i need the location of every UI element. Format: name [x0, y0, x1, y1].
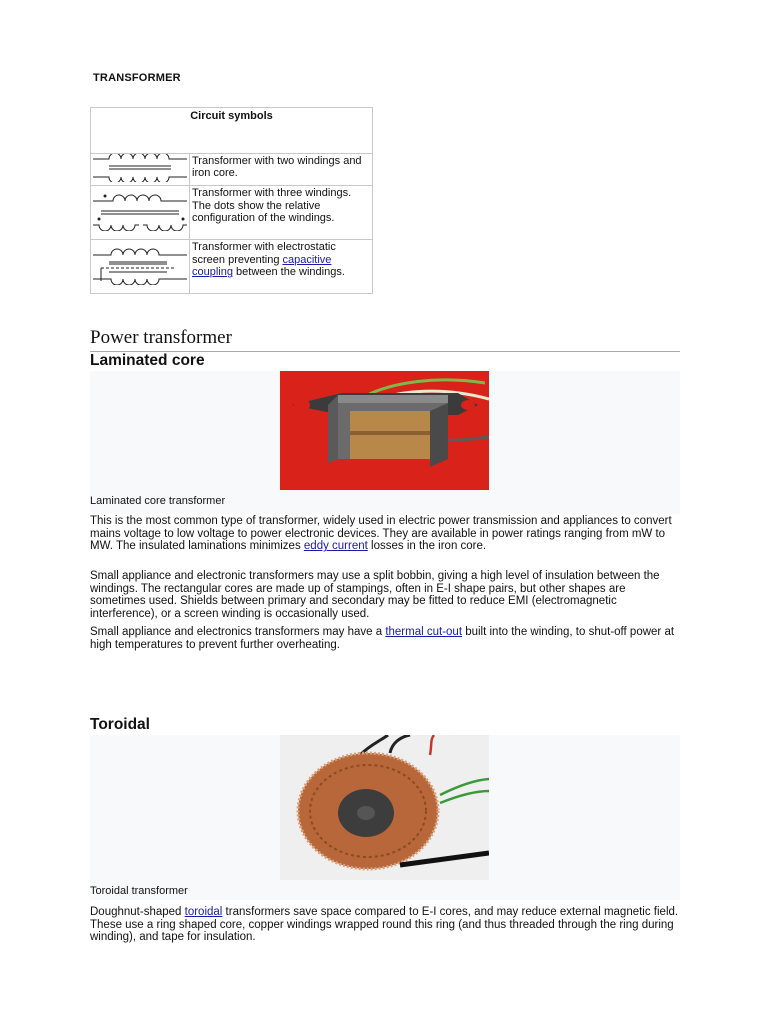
figure-laminated-core: [90, 371, 680, 514]
two-winding-transformer-symbol-icon: [91, 154, 190, 186]
table-cell-description: [190, 240, 373, 294]
description-text: Transformer with electrostatic screen preventing: [192, 241, 336, 266]
table-cell-description: Transformer with three windings. The dots show the relative configuration of the windings.: [190, 186, 373, 240]
table-cell-description: Transformer with two windings and iron core.: [190, 154, 373, 186]
paragraph-text: transformers save space compared to E-I cores, and may reduce external magnetic field. These use a ring shaped core, copper windings wrapped round this ring (and thus threaded through the ring during winding), and tape for insulation.: [90, 906, 679, 944]
description-text: between the windings.: [232, 266, 345, 279]
table-row: [91, 154, 373, 186]
eddy-current-link[interactable]: eddy current: [303, 540, 368, 553]
subheading-laminated-core: Laminated core: [90, 352, 205, 369]
paragraph-text: Doughnut-shaped: [90, 906, 185, 918]
toroidal-transformer-photo: [280, 735, 489, 880]
subheading-toroidal: Toroidal: [90, 716, 150, 733]
table-row: [91, 186, 373, 240]
circuit-symbols-table: [90, 107, 373, 294]
paragraph-text: built into the winding, to shut-off power at high temperatures to prevent further overheating.: [90, 626, 675, 651]
figure-toroidal: [90, 735, 680, 900]
paragraph-text: Small appliance and electronics transformers may have a: [90, 626, 386, 638]
paragraph-text: This is the most common type of transformer, widely used in electric power transmission and appliances to convert mains voltage to low voltage to power electronic devices. They are available in power ratings ranging from mW to MW. The insulated laminations minimizes: [90, 515, 672, 553]
paragraph: [90, 906, 682, 944]
document-title: TRANSFORMER: [93, 72, 181, 84]
toroidal-link[interactable]: toroidal: [184, 906, 223, 918]
capacitive-coupling-link[interactable]: capacitive coupling: [192, 253, 332, 279]
table-row: [91, 240, 373, 294]
paragraph: Small appliance and electronic transformers may use a split bobbin, giving a high level of insulation between the windings. The rectangular cores are made up of stampings, often in E-I shape pairs, but other shapes are sometimes used. Shields between primary and secondary may be fitted to reduce EMI (electromagnetic interference), or a screen winding is occasionally used.: [90, 570, 660, 620]
paragraph-text: losses in the iron core.: [367, 540, 487, 553]
table-header-row: [91, 108, 373, 154]
paragraph: [90, 626, 682, 651]
paragraph: [90, 515, 682, 553]
figure-caption: Toroidal transformer: [90, 885, 188, 897]
figure-caption: Laminated core transformer: [90, 495, 226, 507]
thermal-cut-out-link[interactable]: thermal cut-out: [385, 626, 463, 638]
laminated-core-transformer-photo: [280, 371, 489, 490]
section-heading-power-transformer: Power transformer: [90, 327, 680, 352]
table-header: Circuit symbols: [91, 108, 373, 154]
three-winding-transformer-symbol-icon: [91, 186, 190, 240]
screened-transformer-symbol-icon: [91, 240, 190, 294]
